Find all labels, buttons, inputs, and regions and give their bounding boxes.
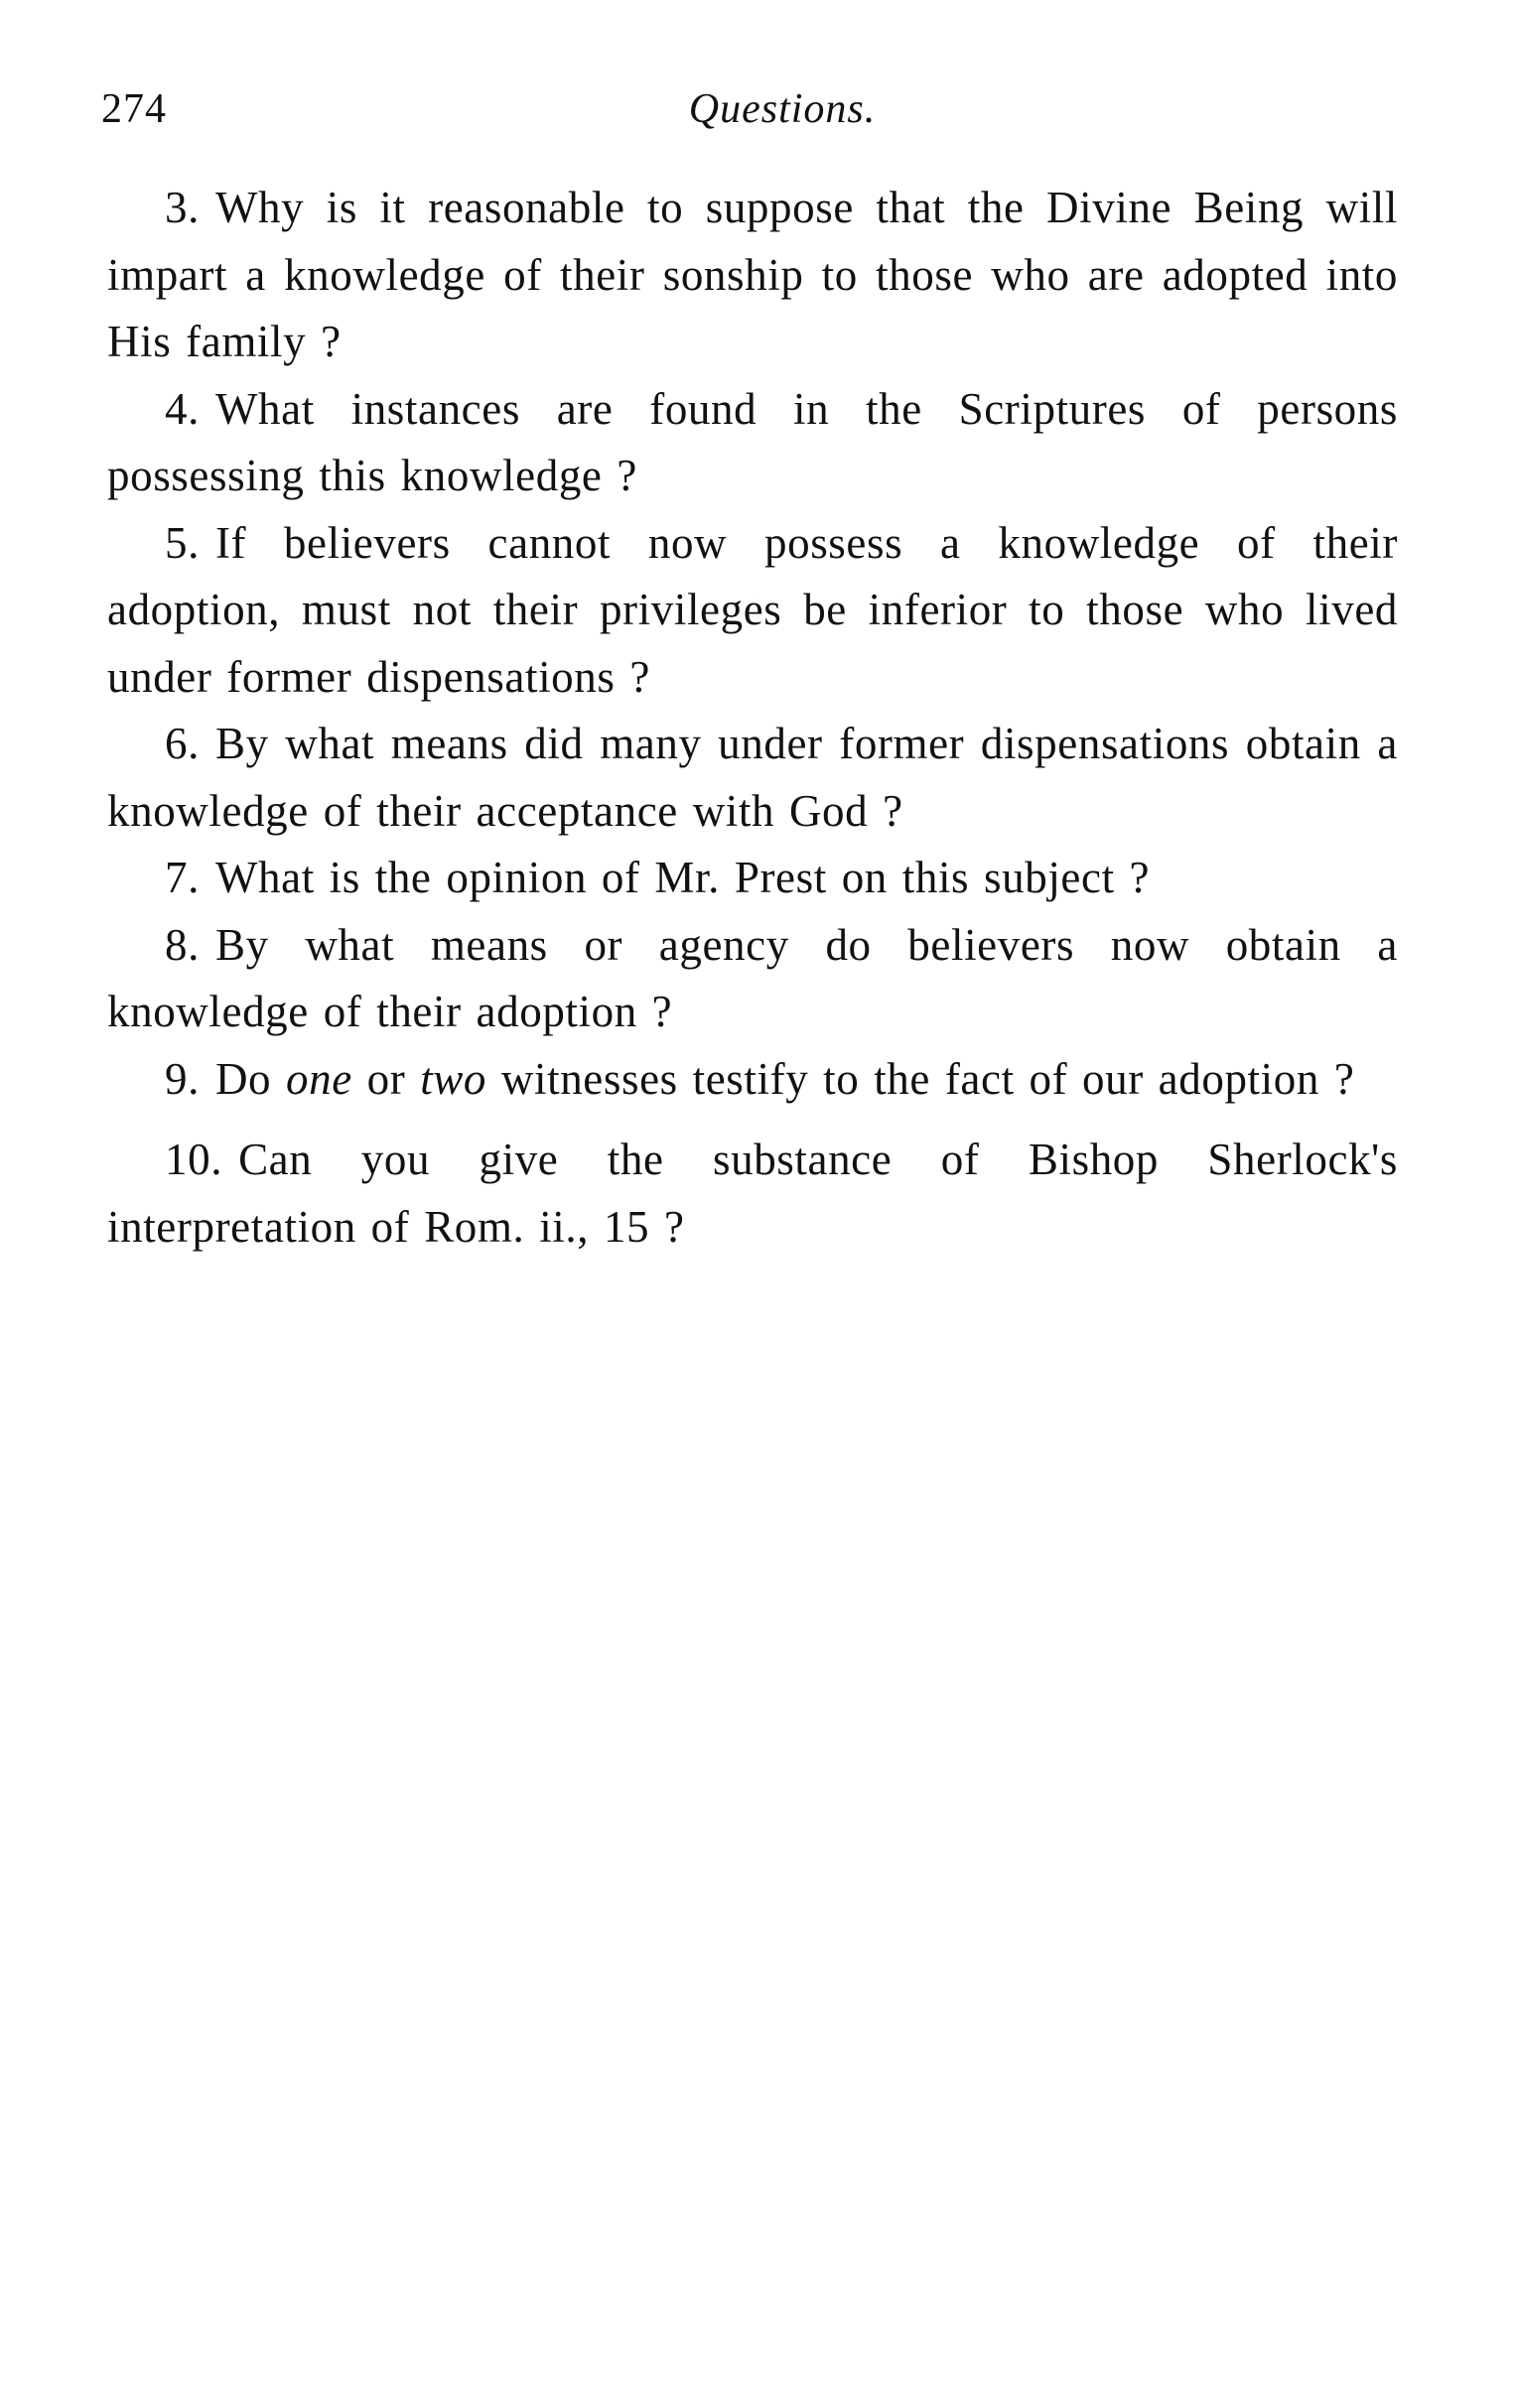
question-text: If believers cannot now possess a knowledge of their adoption, must not their privileges be inferior to those who lived under former dispensations ? — [107, 517, 1398, 702]
question-4 — [107, 376, 1398, 510]
question-text: By what means did many under former dispensations obtain a knowledge of their acceptance with God ? — [107, 719, 1398, 836]
page-number: 274 — [101, 86, 167, 132]
question-number: 4. — [165, 383, 200, 434]
question-number: 7. — [165, 853, 200, 902]
question-10 — [107, 1127, 1398, 1261]
question-number: 3. — [165, 183, 200, 232]
question-text: Why is it reasonable to suppose that the Divine Being will impart a knowledge of their sonship to those who are adopted into His family ? — [107, 183, 1398, 366]
running-title: Questions. — [688, 86, 877, 132]
question-list — [107, 175, 1398, 1261]
question-text-end: witnesses testify to the fact of our adoption ? — [500, 1053, 1355, 1104]
question-number: 9. — [165, 1053, 200, 1104]
question-text: What is the opinion of Mr. Prest on this subject ? — [214, 853, 1151, 902]
question-9 — [107, 1046, 1398, 1114]
question-3 — [107, 175, 1398, 376]
question-6 — [107, 711, 1398, 845]
question-number: 5. — [165, 517, 200, 568]
question-text: By what means or agency do believers now obtain a knowledge of their adoption ? — [107, 919, 1398, 1036]
question-text-start: Do — [214, 1053, 272, 1104]
emphasis-one: one — [286, 1053, 352, 1104]
question-text: Can you give the substance of Bishop Sherlock's interpretation of Rom. ii., 15 ? — [107, 1135, 1398, 1252]
emphasis-two: two — [420, 1053, 487, 1104]
question-text: What instances are found in the Scriptures of persons possessing this knowledge ? — [107, 383, 1398, 500]
question-text-middle: or — [366, 1053, 406, 1104]
question-5 — [107, 510, 1398, 712]
question-7 — [107, 845, 1398, 912]
question-number: 8. — [165, 919, 200, 970]
running-head — [101, 79, 1412, 139]
question-number: 6. — [165, 719, 200, 768]
question-number: 10. — [165, 1135, 223, 1184]
question-8 — [107, 912, 1398, 1046]
